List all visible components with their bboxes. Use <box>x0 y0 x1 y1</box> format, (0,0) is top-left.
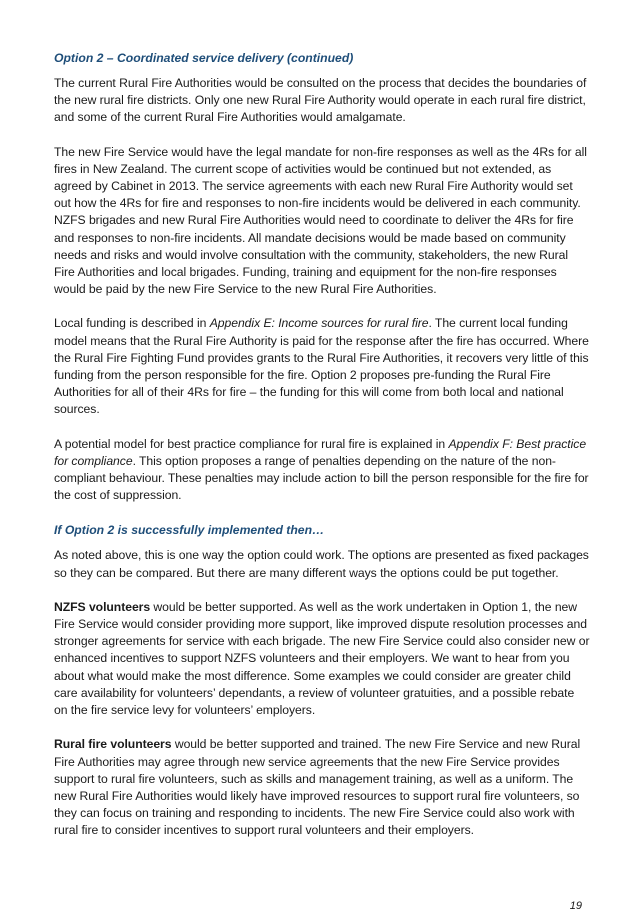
paragraph-local-funding <box>54 315 590 418</box>
rural-fire-volunteers-lead: Rural fire volunteers <box>54 737 172 752</box>
document-page <box>54 50 590 857</box>
appendix-f-reference: Appendix F: Best practice for compliance <box>54 436 587 468</box>
appendix-e-reference: Appendix E: Income sources for rural fire <box>209 316 429 331</box>
paragraph-nzfs-volunteers <box>54 599 590 719</box>
section-heading-option-2: Option 2 – Coordinated service delivery (continued) <box>54 51 354 65</box>
text-run: . This option proposes a range of penalties depending on the nature of the non-compliant behaviour. These penalties may include action to bill the person responsible for the fire for the cost of suppression. <box>54 453 589 503</box>
text-run: would be better supported and trained. The new Fire Service and new Rural Fire Authorities may agree through new service agreements that the new Fire Service provides support to rural fire volunteers, such as skills and management training, as well as a uniform. The new Rural Fire Authorities would likely have improved resources to support rural fire volunteers, so they can focus on training and responding to incidents. The new Fire Service could also work with rural fire to consider incentives to support rural volunteers and their employers. <box>54 737 581 838</box>
paragraph-legal-mandate: The new Fire Service would have the legal mandate for non-fire responses as well as the 4Rs for all fires in New Zealand. The current scope of activities would be continued but not extended, as agreed by Cabinet in 2013. The service agreements with each new Rural Fire Authority would set out how the 4Rs for fire and responses to non-fire incidents would be delivered in each community. NZFS brigades and new Rural Fire Authorities would need to coordinate to deliver the 4Rs for fire and responses to non-fire incidents. All mandate decisions would be made based on community needs and risks and would involve consultation with the community, stakeholders, the new Rural Fire Authorities and local brigades. Funding, training and equipment for the non-fire responses would be paid by the new Fire Service to the new Rural Fire Authorities. <box>54 144 587 297</box>
page-number: 19 <box>569 900 582 912</box>
paragraph-noted-above: As noted above, this is one way the option could work. The options are presented as fixed packages so they can be compared. But there are many different ways the options could be put together. <box>54 548 589 580</box>
paragraph-compliance <box>54 436 590 505</box>
text-run: would be better supported. As well as the work undertaken in Option 1, the new Fire Service would consider providing more support, like improved dispute resolution processes and stronger agreements for service with each brigade. The new Fire Service could also consider new or enhanced incentives to support NZFS volunteers and their employers. We want to hear from you about what would make the most difference. Some examples we could consider are greater child care availability for volunteers’ dependants, a review of volunteer gratuities, and a possible rebate on the fire service levy for volunteers’ employers. <box>54 599 590 718</box>
paragraph-rural-fire-volunteers <box>54 736 590 839</box>
section-heading-if-implemented: If Option 2 is successfully implemented then… <box>54 523 325 538</box>
text-run: A potential model for best practice compliance for rural fire is explained in <box>54 436 449 451</box>
text-run: . The current local funding model means that the Rural Fire Authority is paid for the response after the fire has occurred. Where the Rural Fire Fighting Fund provides grants to the Rural Fire Authorities, it recovers very little of this funding from the person responsible for the fire. Option 2 proposes pre-funding the Rural Fire Authorities for all of their 4Rs for fire – the funding for this will come from both local and national sources. <box>54 316 589 417</box>
paragraph-boundaries: The current Rural Fire Authorities would be consulted on the process that decides the boundaries of the new rural fire districts. Only one new Rural Fire Authority would operate in each rural fire district, and some of the current Rural Fire Authorities would amalgamate. <box>54 76 587 125</box>
nzfs-volunteers-lead: NZFS volunteers <box>54 599 151 614</box>
text-run: Local funding is described in <box>54 316 210 331</box>
